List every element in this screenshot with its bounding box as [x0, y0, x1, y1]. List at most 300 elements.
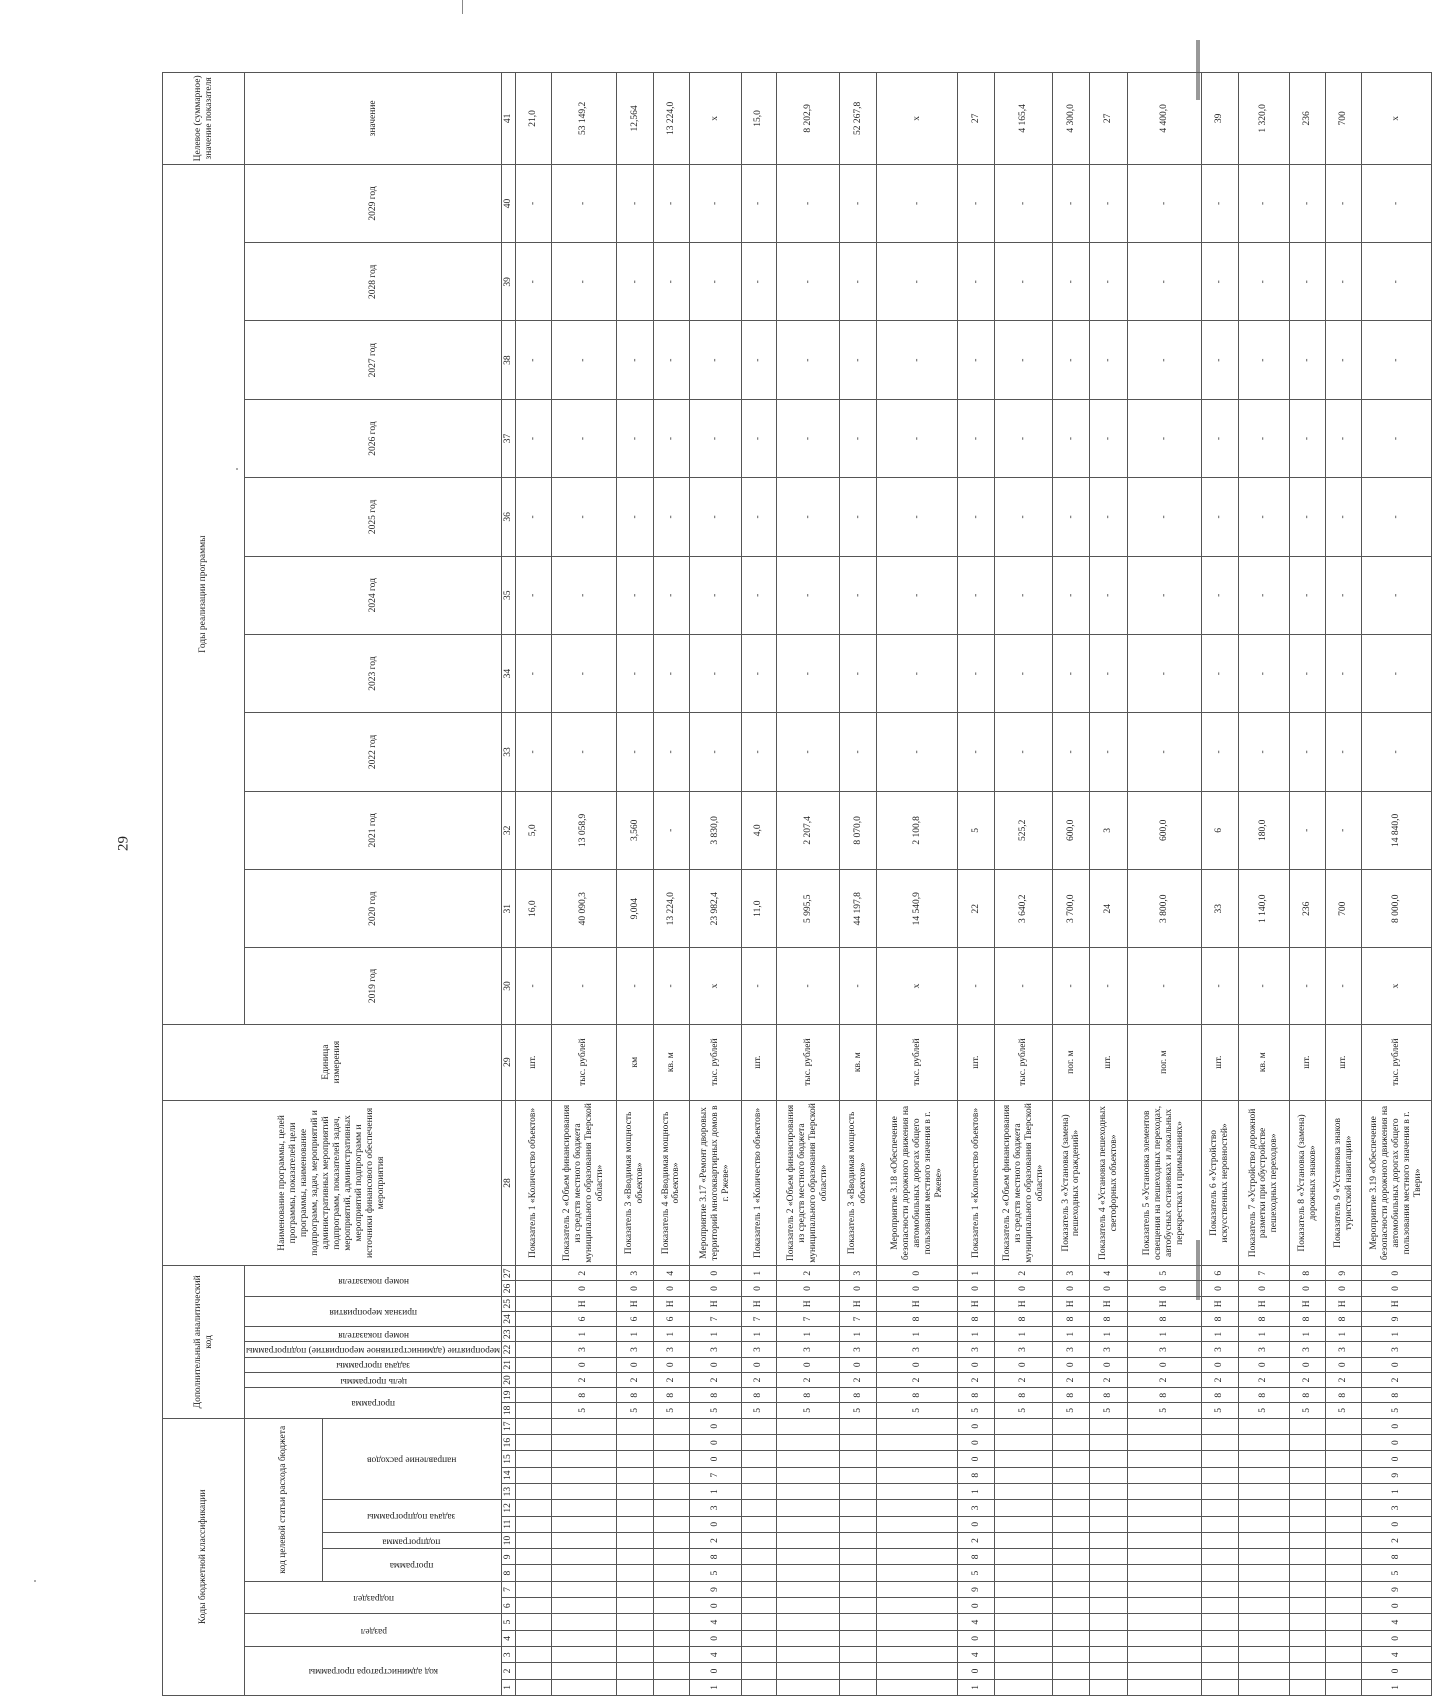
kbk-digit: [840, 1647, 877, 1663]
kbk-digit: [877, 1467, 958, 1483]
kbk-digit: [995, 1614, 1053, 1630]
kbk-digit: [1127, 1598, 1201, 1614]
dop-code-digit: 0: [1326, 1281, 1362, 1296]
row-name: Мероприятие 3.19 «Обеспечение безопасности дорожного движения на автомобильных дорогах общего пользования местного значения в г. Твери»: [1362, 1100, 1432, 1265]
dop-code-digit: 0: [958, 1281, 995, 1296]
dop-code-digit: 8: [1127, 1388, 1201, 1403]
kbk-digit: [777, 1467, 840, 1483]
year-value: -: [689, 713, 741, 791]
year-value: -: [689, 634, 741, 712]
dop-code-digit: 8: [653, 1388, 689, 1403]
row-unit: кв. м: [840, 1024, 877, 1100]
kbk-digit: [616, 1483, 653, 1499]
year-value: -: [1053, 243, 1090, 321]
kbk-digit: [1290, 1483, 1326, 1499]
kbk-digit: [1238, 1451, 1290, 1467]
dop-code-digit: 0: [1201, 1357, 1238, 1372]
kbk-digit: 0: [689, 1598, 741, 1614]
year-value: -: [616, 634, 653, 712]
row-name: Показатель 4 «Установка пешеходных светофорных объектов»: [1090, 1100, 1127, 1265]
year-value: -: [777, 634, 840, 712]
kbk-digit: [1127, 1467, 1201, 1483]
row-unit: шт.: [958, 1024, 995, 1100]
dop-code-digit: 1: [1326, 1327, 1362, 1342]
dop-code-digit: 3: [877, 1342, 958, 1357]
dop-code-digit: 1: [1201, 1327, 1238, 1342]
year-value: -: [1201, 713, 1238, 791]
kbk-digit: [1090, 1467, 1127, 1483]
row-name: Показатель 6 «Устройство искусственных неровностей»: [1201, 1100, 1238, 1265]
dop-code-digit: 7: [1238, 1266, 1290, 1281]
kbk-digit: [515, 1663, 551, 1679]
table-row: [1326, 73, 1362, 1696]
kbk-digit: [741, 1647, 777, 1663]
kbk-digit: 4: [958, 1647, 995, 1663]
year-header: 2020 год: [245, 870, 502, 948]
kbk-digit: 0: [1362, 1516, 1432, 1532]
year-value: -: [1053, 399, 1090, 477]
dop-indicator-num: номер показателя: [245, 1327, 502, 1342]
row-name: Показатель 2 «Объем финансирования из средств местного бюджета муниципального образования Тверской области»: [777, 1100, 840, 1265]
kbk-digit: [1201, 1647, 1238, 1663]
target-value: 21,0: [515, 73, 551, 165]
dop-code-digit: 0: [1362, 1266, 1432, 1281]
dop-code-digit: 4: [653, 1266, 689, 1281]
year-value: -: [689, 321, 741, 399]
column-number: 14: [502, 1467, 516, 1483]
kbk-digit: [1201, 1598, 1238, 1614]
kbk-digit: [877, 1483, 958, 1499]
kbk-digit: [777, 1647, 840, 1663]
column-number: 8: [502, 1565, 516, 1581]
target-value: х: [1362, 73, 1432, 165]
year-value: -: [1290, 243, 1326, 321]
year-value: -: [958, 948, 995, 1024]
dop-code-digit: 3: [616, 1266, 653, 1281]
dop-code-digit: 8: [995, 1388, 1053, 1403]
kbk-digit: [515, 1418, 551, 1434]
year-value: 700: [1326, 870, 1362, 948]
year-value: -: [1362, 399, 1432, 477]
row-name: Показатель 3 «Установка (замена) пешеходных ограждений»: [1053, 1100, 1090, 1265]
dop-code-digit: 5: [689, 1403, 741, 1418]
dop-code-digit: 8: [877, 1388, 958, 1403]
year-value: 3 830,0: [689, 791, 741, 869]
kbk-digit: 1: [1362, 1679, 1432, 1695]
year-value: -: [958, 556, 995, 634]
kbk-digit: 0: [1362, 1598, 1432, 1614]
kbk-digit: [1201, 1467, 1238, 1483]
kbk-digit: [1127, 1435, 1201, 1451]
kbk-digit: [551, 1581, 616, 1597]
kbk-digit: [1127, 1581, 1201, 1597]
dop-code-digit: 0: [1238, 1281, 1290, 1296]
kbk-digit: [877, 1581, 958, 1597]
dop-code-digit: 3: [1362, 1342, 1432, 1357]
year-value: -: [1238, 634, 1290, 712]
kbk-digit: [1326, 1467, 1362, 1483]
year-header: 2021 год: [245, 791, 502, 869]
kbk-digit: [840, 1549, 877, 1565]
dop-code-digit: [515, 1281, 551, 1296]
dop-code-digit: 0: [1290, 1357, 1326, 1372]
kbk-digit: [1201, 1451, 1238, 1467]
year-value: -: [689, 164, 741, 242]
dop-code-digit: 3: [840, 1266, 877, 1281]
kbk-digit: [1326, 1614, 1362, 1630]
kbk-digit: [653, 1647, 689, 1663]
year-value: -: [1326, 948, 1362, 1024]
year-value: -: [515, 164, 551, 242]
dop-code-digit: 8: [777, 1388, 840, 1403]
table-row: [995, 73, 1053, 1696]
row-unit: тыс. рублей: [877, 1024, 958, 1100]
kbk-subsection: подраздел: [245, 1581, 502, 1614]
table-row: [551, 73, 616, 1696]
row-name: Показатель 3 «Вводимая мощность объектов»: [840, 1100, 877, 1265]
target-value: 236: [1290, 73, 1326, 165]
column-number: 29: [502, 1024, 516, 1100]
dop-code-digit: 8: [1090, 1388, 1127, 1403]
year-value: 14 840,0: [1362, 791, 1432, 869]
kbk-digit: [515, 1483, 551, 1499]
kbk-program: программа: [322, 1549, 501, 1582]
kbk-digit: [1201, 1565, 1238, 1581]
kbk-digit: [653, 1549, 689, 1565]
year-value: -: [777, 478, 840, 556]
dop-code-digit: 8: [1290, 1388, 1326, 1403]
dop-code-digit: 3: [1326, 1342, 1362, 1357]
year-value: -: [1201, 478, 1238, 556]
year-value: -: [877, 478, 958, 556]
target-value: 4 400,0: [1127, 73, 1201, 165]
kbk-digit: [877, 1418, 958, 1434]
year-value: -: [958, 634, 995, 712]
year-value: -: [1053, 948, 1090, 1024]
year-value: -: [616, 164, 653, 242]
table-row: [1053, 73, 1090, 1696]
dop-code-digit: 0: [616, 1281, 653, 1296]
kbk-digit: [840, 1500, 877, 1516]
kbk-digit: 4: [689, 1614, 741, 1630]
kbk-digit: 8: [689, 1549, 741, 1565]
kbk-digit: [995, 1679, 1053, 1695]
kbk-digit: [840, 1581, 877, 1597]
kbk-digit: [1238, 1565, 1290, 1581]
kbk-digit: [1053, 1500, 1090, 1516]
year-value: -: [515, 713, 551, 791]
dop-code-digit: 0: [1053, 1281, 1090, 1296]
year-value: -: [1238, 713, 1290, 791]
dop-code-digit: 5: [1290, 1403, 1326, 1418]
kbk-digit: [995, 1647, 1053, 1663]
kbk-digit: [777, 1435, 840, 1451]
year-value: -: [1127, 164, 1201, 242]
dop-code-digit: Н: [616, 1296, 653, 1311]
kbk-digit: 0: [1362, 1435, 1432, 1451]
kbk-digit: 5: [958, 1565, 995, 1581]
kbk-digit: [1290, 1663, 1326, 1679]
year-value: -: [1090, 634, 1127, 712]
year-value: -: [995, 399, 1053, 477]
table-row: [1238, 73, 1290, 1696]
kbk-digit: [877, 1614, 958, 1630]
year-value: -: [689, 243, 741, 321]
year-value: -: [741, 556, 777, 634]
kbk-digit: [515, 1581, 551, 1597]
year-value: -: [741, 634, 777, 712]
kbk-digit: [995, 1532, 1053, 1548]
dop-code-digit: 0: [741, 1281, 777, 1296]
column-number: 10: [502, 1532, 516, 1548]
kbk-digit: [741, 1451, 777, 1467]
kbk-digit: [1238, 1516, 1290, 1532]
year-value: -: [1362, 634, 1432, 712]
kbk-section: раздел: [245, 1614, 502, 1647]
dop-code-digit: 3: [1238, 1342, 1290, 1357]
kbk-digit: [1090, 1549, 1127, 1565]
target-value: х: [689, 73, 741, 165]
year-value: 3 800,0: [1127, 870, 1201, 948]
dop-code-digit: 3: [741, 1342, 777, 1357]
year-header: 2026 год: [245, 399, 502, 477]
year-value: -: [777, 556, 840, 634]
dop-code-digit: 2: [741, 1372, 777, 1387]
target-value: 1 320,0: [1238, 73, 1290, 165]
year-value: -: [653, 399, 689, 477]
dop-code-digit: 0: [840, 1357, 877, 1372]
year-value: -: [1090, 713, 1127, 791]
dop-code-digit: 0: [689, 1281, 741, 1296]
year-value: -: [840, 243, 877, 321]
year-header: 2023 год: [245, 634, 502, 712]
kbk-digit: [1201, 1500, 1238, 1516]
kbk-digit: [1290, 1647, 1326, 1663]
dop-code-digit: 8: [1290, 1266, 1326, 1281]
kbk-digit: [616, 1516, 653, 1532]
table-row: [653, 73, 689, 1696]
kbk-digit: [616, 1549, 653, 1565]
year-value: -: [515, 243, 551, 321]
kbk-digit: [1127, 1647, 1201, 1663]
year-value: -: [1053, 164, 1090, 242]
year-value: -: [877, 399, 958, 477]
target-value: 27: [958, 73, 995, 165]
kbk-digit: [741, 1565, 777, 1581]
dop-code-digit: 1: [689, 1327, 741, 1342]
dop-code-digit: 1: [653, 1327, 689, 1342]
dop-code-digit: Н: [958, 1296, 995, 1311]
kbk-digit: [995, 1663, 1053, 1679]
kbk-digit: 8: [958, 1549, 995, 1565]
year-value: -: [741, 948, 777, 1024]
year-value: -: [616, 243, 653, 321]
year-value: -: [958, 478, 995, 556]
years-header: Годы реализации программы: [163, 164, 245, 1024]
kbk-digit: 9: [1362, 1581, 1432, 1597]
kbk-digit: [616, 1532, 653, 1548]
kbk-digit: [1127, 1630, 1201, 1646]
kbk-digit: [1053, 1483, 1090, 1499]
kbk-digit: [551, 1549, 616, 1565]
kbk-digit: [616, 1581, 653, 1597]
year-value: -: [777, 399, 840, 477]
year-value: -: [551, 243, 616, 321]
year-value: -: [1238, 948, 1290, 1024]
column-number: 28: [502, 1100, 516, 1265]
kbk-digit: [741, 1663, 777, 1679]
row-unit: пог. м: [1053, 1024, 1090, 1100]
kbk-digit: [1326, 1630, 1362, 1646]
year-value: -: [1090, 243, 1127, 321]
kbk-digit: [1053, 1435, 1090, 1451]
year-value: -: [840, 948, 877, 1024]
row-unit: шт.: [1290, 1024, 1326, 1100]
year-header: 2019 год: [245, 948, 502, 1024]
dop-code-digit: Н: [995, 1296, 1053, 1311]
kbk-digit: [840, 1418, 877, 1434]
year-value: -: [551, 948, 616, 1024]
kbk-digit: [741, 1581, 777, 1597]
kbk-digit: [1326, 1679, 1362, 1695]
dop-code-digit: 0: [995, 1281, 1053, 1296]
kbk-digit: 0: [1362, 1418, 1432, 1434]
kbk-digit: [515, 1598, 551, 1614]
dop-code-digit: 8: [995, 1311, 1053, 1326]
top-tick-mark: [462, 0, 463, 14]
year-value: -: [515, 634, 551, 712]
row-unit: тыс. рублей: [995, 1024, 1053, 1100]
year-value: -: [958, 399, 995, 477]
year-value: -: [840, 399, 877, 477]
kbk-digit: [551, 1598, 616, 1614]
kbk-digit: [653, 1614, 689, 1630]
kbk-digit: [995, 1549, 1053, 1565]
kbk-digit: [1090, 1500, 1127, 1516]
dop-code-digit: 0: [840, 1281, 877, 1296]
target-value: 53 149,2: [551, 73, 616, 165]
kbk-digit: [653, 1500, 689, 1516]
column-number: 39: [502, 243, 516, 321]
kbk-digit: [616, 1500, 653, 1516]
kbk-digit: [1326, 1483, 1362, 1499]
year-value: 8 000,0: [1362, 870, 1432, 948]
dop-code-digit: 6: [1201, 1266, 1238, 1281]
dop-code-digit: 0: [653, 1357, 689, 1372]
dop-code-digit: 0: [1127, 1357, 1201, 1372]
dop-code-digit: 0: [1290, 1281, 1326, 1296]
dop-code-digit: 1: [741, 1266, 777, 1281]
dop-code-digit: 8: [1238, 1311, 1290, 1326]
kbk-digit: [995, 1483, 1053, 1499]
kbk-digit: [877, 1663, 958, 1679]
kbk-digit: [1090, 1598, 1127, 1614]
kbk-digit: 3: [958, 1500, 995, 1516]
unit-header: Единица измерения: [163, 1024, 502, 1100]
kbk-digit: 5: [689, 1565, 741, 1581]
kbk-digit: [1238, 1663, 1290, 1679]
kbk-digit: [616, 1647, 653, 1663]
row-unit: шт.: [741, 1024, 777, 1100]
kbk-digit: [840, 1598, 877, 1614]
table-row: [840, 73, 877, 1696]
year-value: 5 995,5: [777, 870, 840, 948]
year-value: -: [616, 713, 653, 791]
dop-code-digit: 5: [1362, 1403, 1432, 1418]
dop-code-digit: 0: [995, 1357, 1053, 1372]
kbk-digit: [741, 1467, 777, 1483]
dop-indicator-num-2: номер показателя: [245, 1266, 502, 1297]
kbk-digit: [1127, 1451, 1201, 1467]
year-value: -: [1127, 713, 1201, 791]
kbk-digit: [1326, 1500, 1362, 1516]
dop-code-digit: [515, 1403, 551, 1418]
dop-code-digit: 5: [616, 1403, 653, 1418]
kbk-digit: [1090, 1647, 1127, 1663]
column-number: 25: [502, 1296, 516, 1311]
year-value: -: [958, 243, 995, 321]
column-number: 38: [502, 321, 516, 399]
dop-code-digit: 0: [1362, 1357, 1432, 1372]
dop-code-digit: 3: [1290, 1342, 1326, 1357]
dop-code-digit: 8: [1127, 1311, 1201, 1326]
kbk-digit: [1238, 1647, 1290, 1663]
year-value: 16,0: [515, 870, 551, 948]
dop-code-digit: Н: [1053, 1296, 1090, 1311]
dop-code-digit: 5: [1053, 1403, 1090, 1418]
dop-code-digit: Н: [1362, 1296, 1432, 1311]
dop-code-digit: 1: [1362, 1327, 1432, 1342]
dop-code-digit: 0: [1127, 1281, 1201, 1296]
dop-code-digit: 5: [777, 1403, 840, 1418]
year-value: -: [741, 713, 777, 791]
kbk-digit: [1053, 1663, 1090, 1679]
dop-code-digit: [515, 1388, 551, 1403]
dop-code-digit: 1: [995, 1327, 1053, 1342]
dop-goal: цель программы: [245, 1372, 502, 1387]
year-value: 3: [1090, 791, 1127, 869]
target-value: 15,0: [741, 73, 777, 165]
dop-code-digit: Н: [1201, 1296, 1238, 1311]
year-value: -: [995, 321, 1053, 399]
dop-code-digit: 0: [958, 1357, 995, 1372]
dop-code-digit: 2: [958, 1372, 995, 1387]
year-value: -: [689, 478, 741, 556]
kbk-digit: [840, 1679, 877, 1695]
dop-code-digit: 3: [653, 1342, 689, 1357]
year-value: -: [1201, 321, 1238, 399]
kbk-digit: [1326, 1549, 1362, 1565]
dop-code-digit: [515, 1357, 551, 1372]
dop-code-digit: 1: [877, 1327, 958, 1342]
dop-code-digit: 2: [1053, 1372, 1090, 1387]
year-value: -: [1290, 399, 1326, 477]
table-row: [877, 73, 958, 1696]
year-value: 236: [1290, 870, 1326, 948]
year-value: -: [1362, 321, 1432, 399]
year-value: х: [689, 948, 741, 1024]
year-value: -: [515, 321, 551, 399]
column-number: 17: [502, 1418, 516, 1434]
dop-code-digit: 6: [551, 1311, 616, 1326]
table-row: [777, 73, 840, 1696]
dop-code-digit: 5: [958, 1403, 995, 1418]
kbk-digit: [741, 1630, 777, 1646]
kbk-digit: [1238, 1500, 1290, 1516]
kbk-digit: [1326, 1532, 1362, 1548]
year-value: 24: [1090, 870, 1127, 948]
kbk-digit: 1: [958, 1679, 995, 1695]
